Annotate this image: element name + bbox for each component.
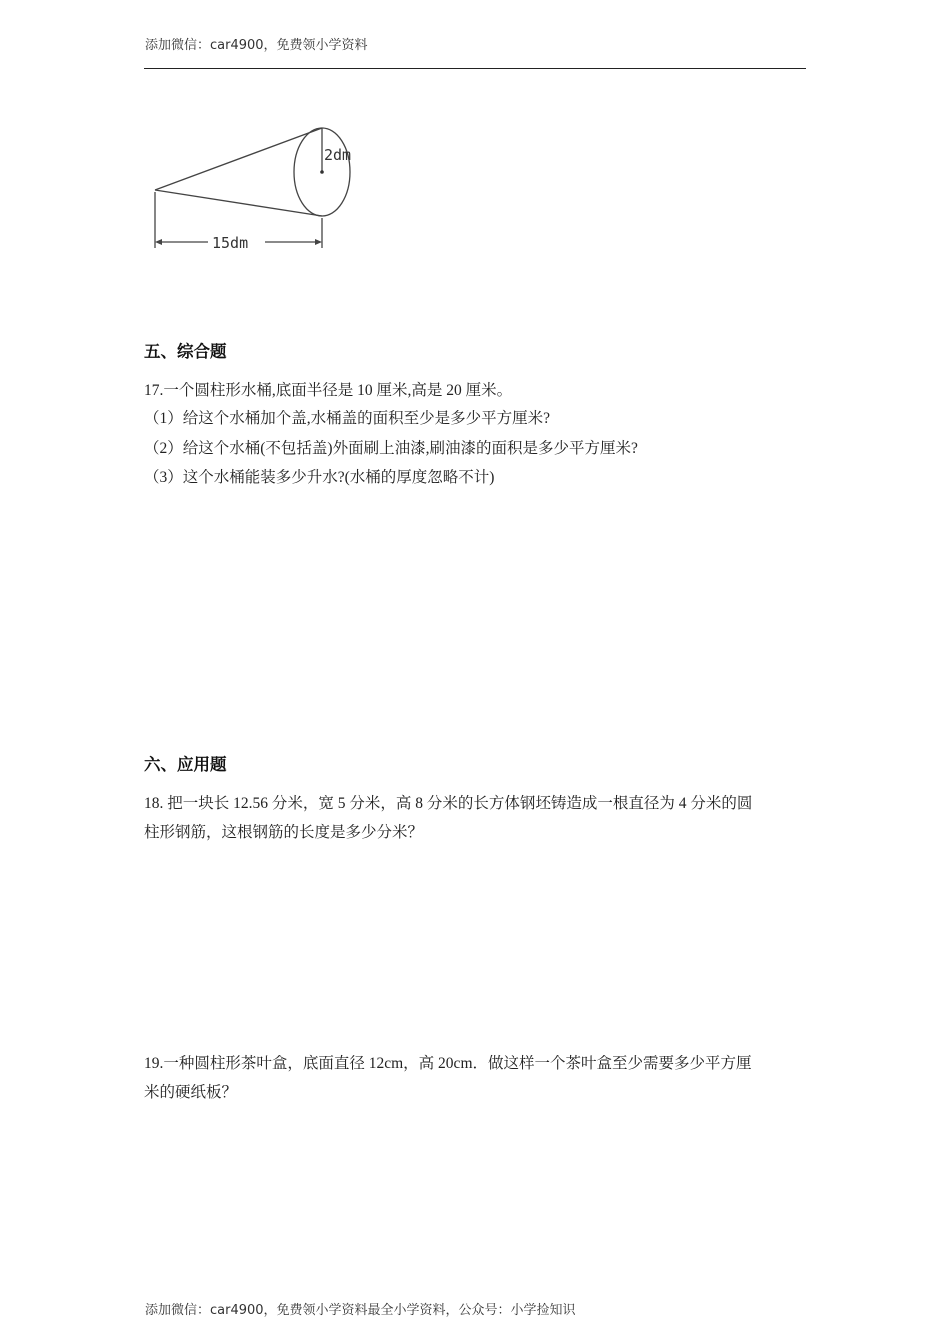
- q17-part3: （3）这个水桶能装多少升水?(水桶的厚度忽略不计): [144, 469, 495, 486]
- length-label: 15dm: [212, 234, 249, 252]
- radius-label: 2dm: [324, 146, 352, 164]
- header-divider: [144, 68, 806, 69]
- footer-text: 添加微信：car4900，免费领小学资料最全小学资料，公众号：小学捡知识: [145, 1303, 576, 1318]
- q19-line2: 米的硬纸板？: [144, 1084, 238, 1101]
- section-5-title: 五、综合题: [144, 342, 227, 361]
- cone-upper-edge: [155, 128, 322, 190]
- dim-arrow-left: [155, 239, 162, 245]
- section-6-title: 六、应用题: [144, 755, 227, 774]
- q18-line2: 柱形钢筋，这根钢筋的长度是多少分米？: [144, 824, 424, 841]
- q17-part2: （2）给这个水桶(不包括盖)外面刷上油漆,刷油漆的面积是多少平方厘米?: [144, 440, 638, 457]
- dim-arrow-right: [315, 239, 322, 245]
- header-text: 添加微信：car4900，免费领小学资料: [145, 38, 368, 53]
- q19-line1: 19.一种圆柱形茶叶盒，底面直径 12cm，高 20cm．做这样一个茶叶盒至少需要多少平方厘: [144, 1055, 752, 1072]
- q18-line1: 18. 把一块长 12.56 分米，宽 5 分米，高 8 分米的长方体钢坯铸造成一根直径为 4 分米的圆: [144, 795, 753, 812]
- q17-part1: （1）给这个水桶加个盖,水桶盖的面积至少是多少平方厘米?: [144, 410, 551, 427]
- base-center-dot: [320, 170, 324, 174]
- cone-figure: [150, 120, 370, 260]
- q17-stem: 17.一个圆柱形水桶,底面半径是 10 厘米,高是 20 厘米。: [144, 382, 513, 399]
